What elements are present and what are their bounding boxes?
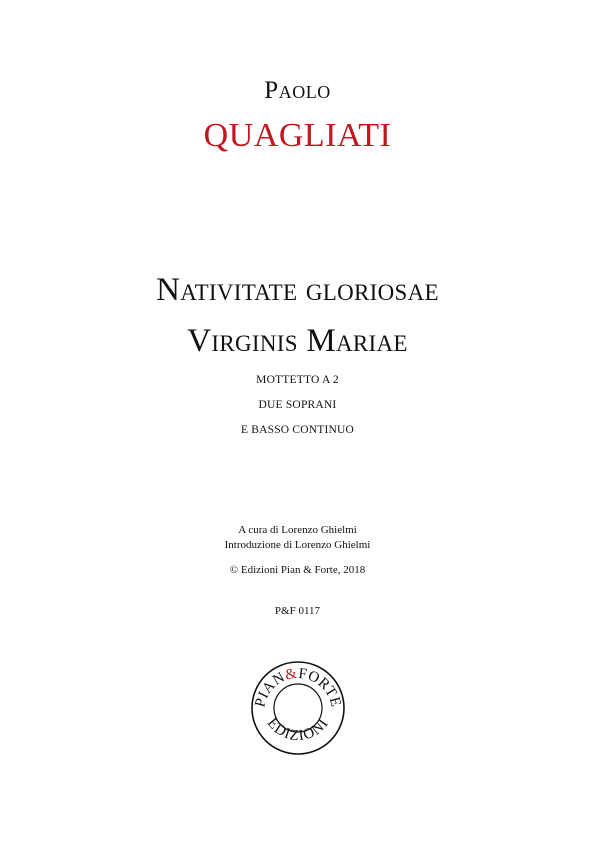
subtitle-line-3: E BASSO CONTINUO (240, 424, 355, 436)
catalog-number: P&F 0117 (274, 605, 321, 617)
seal-top-text: PIAN&FORTE (252, 665, 344, 709)
publisher-logo (250, 660, 346, 756)
work-title-line-2: Virginis Mariae (187, 323, 408, 359)
subtitle-line-2: DUE SOPRANI (258, 399, 337, 411)
copyright-notice: © Edizioni Pian & Forte, 2018 (229, 564, 366, 576)
composer-first-name: Paolo (264, 77, 331, 104)
composer-last-name: QUAGLIATI (203, 117, 392, 154)
svg-text:PIAN&FORTE (252, 666, 343, 709)
editor-credit: A cura di Lorenzo Ghielmi (238, 524, 357, 536)
work-title-line-1: Nativitate gloriosae (156, 272, 439, 308)
seal-bottom-text: EDIZIONI (263, 715, 333, 745)
introduction-credit: Introduzione di Lorenzo Ghielmi (224, 539, 371, 551)
publisher-seal-icon (250, 660, 346, 756)
svg-text:EDIZIONI (264, 715, 332, 744)
subtitle-line-1: MOTTETTO A 2 (256, 374, 339, 386)
